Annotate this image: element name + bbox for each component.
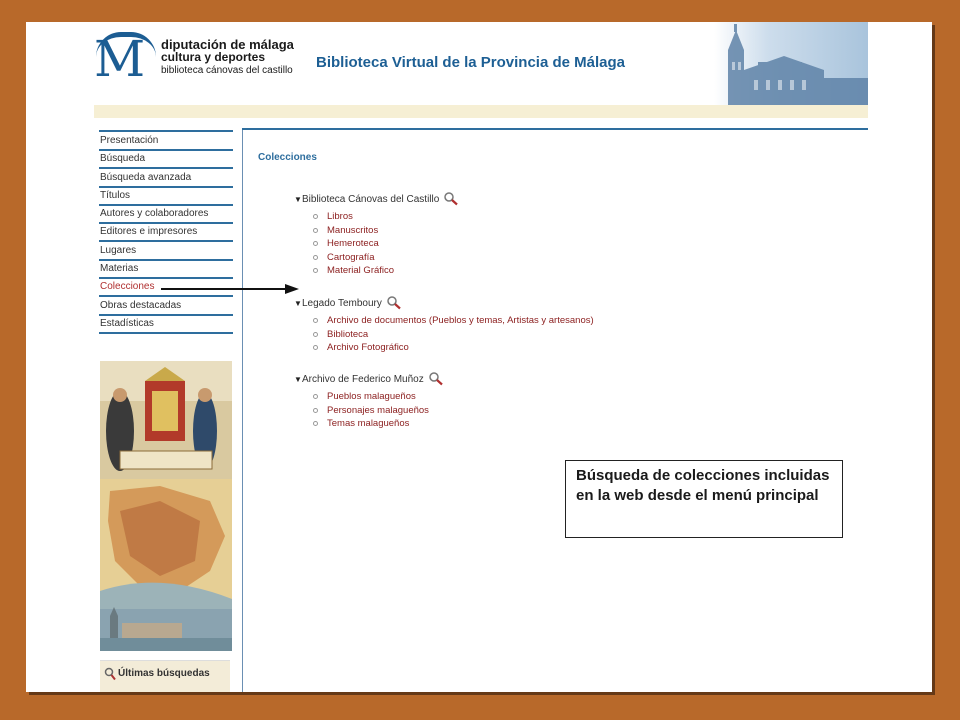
list-item[interactable]: [294, 417, 444, 431]
logo-line1: diputación de málaga: [161, 37, 294, 52]
bullet-icon: [313, 421, 318, 426]
decorative-map-image: [100, 361, 232, 651]
site-title: Biblioteca Virtual de la Provincia de Málaga: [316, 54, 625, 71]
bullet-icon: [313, 345, 318, 350]
menu-item-busqueda[interactable]: Búsqueda: [99, 151, 233, 169]
list-item[interactable]: [294, 264, 459, 278]
magnifier-icon: [104, 667, 116, 684]
bullet-icon: [313, 394, 318, 399]
bullet-icon: [313, 228, 318, 233]
menu-item-colecciones[interactable]: Colecciones: [99, 279, 233, 297]
collection-link[interactable]: Archivo Fotográfico: [327, 342, 409, 354]
collection-link[interactable]: Pueblos malagueños: [327, 391, 416, 402]
list-item[interactable]: [294, 210, 459, 224]
bullet-icon: [313, 318, 318, 323]
group-header[interactable]: [294, 372, 444, 388]
list-item[interactable]: [294, 314, 594, 328]
recent-searches-label: Últimas búsquedas: [118, 668, 210, 679]
collection-link[interactable]: Manuscritos: [327, 224, 379, 236]
menu-item-titulos[interactable]: Títulos: [99, 188, 233, 206]
collection-link[interactable]: Biblioteca: [327, 328, 369, 340]
collection-link[interactable]: Personajes malagueños: [327, 404, 429, 416]
collection-group-federico-munoz: [294, 372, 444, 431]
menu-item-presentacion[interactable]: Presentación: [99, 133, 233, 151]
search-magnifier-icon[interactable]: [443, 192, 459, 206]
collection-link[interactable]: Libros: [327, 211, 353, 222]
collection-link[interactable]: Material Gráfico: [327, 265, 395, 277]
bullet-icon: [313, 332, 318, 337]
bullet-icon: [313, 241, 318, 246]
content-top-divider: [242, 128, 868, 130]
list-item[interactable]: [294, 237, 459, 251]
list-item[interactable]: [294, 224, 459, 238]
menu-divider: [99, 130, 233, 132]
collection-link[interactable]: Archivo de documentos (Pueblos y temas, Artistas y artesanos): [327, 315, 594, 326]
list-item[interactable]: [294, 404, 444, 418]
content-left-divider: [242, 130, 243, 692]
collection-link[interactable]: Cartografía: [327, 251, 375, 263]
expand-triangle-icon[interactable]: ▼: [294, 375, 302, 384]
collection-group-temboury: [294, 296, 594, 355]
logo-m-icon[interactable]: M: [94, 30, 146, 88]
bullet-icon: [313, 255, 318, 260]
collection-list: [294, 210, 459, 278]
logo-line3: biblioteca cánovas del castillo: [161, 65, 293, 76]
collection-link[interactable]: Temas malagueños: [327, 418, 410, 430]
menu-item-autores[interactable]: Autores y colaboradores: [99, 206, 233, 224]
recent-searches-panel[interactable]: [100, 660, 230, 692]
annotation-callout: Búsqueda de colecciones incluidas en la web desde el menú principal: [565, 460, 843, 538]
expand-triangle-icon[interactable]: ▼: [294, 195, 302, 204]
bullet-icon: [313, 214, 318, 219]
group-title[interactable]: Archivo de Federico Muñoz: [302, 374, 424, 385]
menu-item-materias[interactable]: Materias: [99, 261, 233, 279]
collection-link[interactable]: Hemeroteca: [327, 238, 379, 250]
header-band: [94, 105, 868, 118]
logo-line2: cultura y deportes: [161, 50, 266, 64]
bullet-icon: [313, 268, 318, 273]
page-title: Colecciones: [258, 152, 317, 163]
list-item[interactable]: [294, 390, 444, 404]
slide: [26, 22, 932, 692]
menu-item-busqueda-avanzada[interactable]: Búsqueda avanzada: [99, 170, 233, 188]
pointer-arrow-icon: [161, 284, 301, 294]
menu-item-estadisticas[interactable]: Estadísticas: [99, 316, 233, 334]
list-item[interactable]: [294, 251, 459, 265]
group-title[interactable]: Biblioteca Cánovas del Castillo: [302, 194, 440, 205]
cathedral-banner-image: [714, 22, 868, 105]
collection-list: [294, 390, 444, 431]
logo-text[interactable]: [161, 38, 294, 77]
group-header[interactable]: [294, 296, 594, 312]
list-item[interactable]: [294, 328, 594, 342]
group-title[interactable]: Legado Temboury: [302, 298, 382, 309]
menu-item-obras-destacadas[interactable]: Obras destacadas: [99, 298, 233, 316]
collection-list: [294, 314, 594, 355]
collection-group-canovas: [294, 192, 459, 278]
expand-triangle-icon[interactable]: ▼: [294, 299, 302, 308]
menu-item-editores[interactable]: Editores e impresores: [99, 224, 233, 242]
search-magnifier-icon[interactable]: [386, 296, 402, 310]
site-header: [94, 22, 868, 105]
group-header[interactable]: [294, 192, 459, 208]
main-menu: [99, 130, 233, 334]
bullet-icon: [313, 408, 318, 413]
list-item[interactable]: [294, 341, 594, 355]
search-magnifier-icon[interactable]: [428, 372, 444, 386]
menu-item-lugares[interactable]: Lugares: [99, 243, 233, 261]
